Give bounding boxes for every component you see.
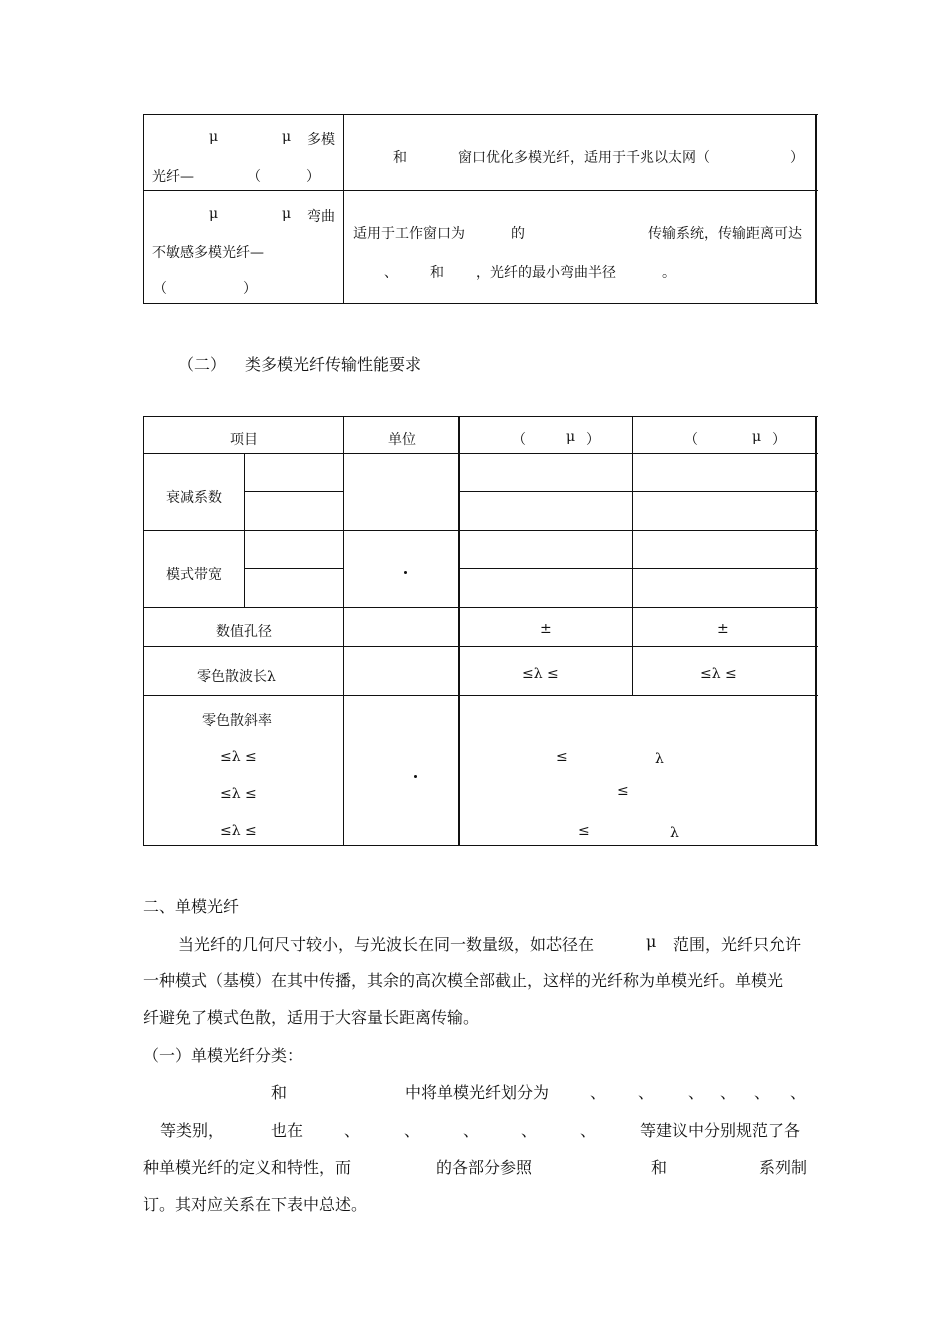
t1-r2-left-tail: 弯曲	[307, 209, 335, 225]
t1-r2-mu-2: μ	[282, 206, 292, 222]
t2-slope-label: 零色散斜率	[202, 713, 272, 729]
t1-r2-paren-close: ）	[243, 281, 257, 297]
p2-l2-sep-1: 、	[344, 1121, 361, 1140]
t2-slope-left-1: ≤λ ≤	[220, 749, 257, 765]
t1-r2-right-l2-b: 和	[430, 265, 444, 281]
t2-zdw-value-1: ≤λ ≤	[522, 666, 559, 682]
p2-l1-sep-3: 、	[688, 1083, 705, 1102]
p2-line3-d: 系列制	[759, 1158, 808, 1177]
t2-slope-right-3a: ≤	[578, 823, 590, 839]
t1-r1-paren-close: ）	[306, 169, 320, 185]
p2-l1-sep-1: 、	[590, 1083, 607, 1102]
p2-line2-c: 等建议中分别规范了各	[640, 1121, 801, 1140]
section-number: （二）	[178, 355, 227, 374]
p2-l2-sep-3: 、	[463, 1121, 480, 1140]
t1-r1-mu-1: μ	[209, 129, 219, 145]
t1-r2-paren-open: （	[153, 281, 167, 297]
p2-line4: 订。其对应关系在下表中总述。	[143, 1195, 368, 1214]
t2-na-label: 数值孔径	[216, 624, 272, 640]
t2-header-col1-close: ）	[586, 432, 600, 448]
p2-l1-sep-4: 、	[720, 1083, 737, 1102]
t2-header-col1-open: （	[512, 432, 526, 448]
t1-r1-right-close: ）	[790, 150, 804, 166]
t1-r2-right-l1-a: 适用于工作窗口为	[353, 226, 465, 242]
t2-attenuation-label: 衰减系数	[166, 490, 222, 506]
p2-line1-b: 中将单模光纤划分为	[405, 1083, 550, 1102]
body-heading: 二、单模光纤	[143, 897, 240, 916]
p2-l2-sep-5: 、	[580, 1121, 597, 1140]
p1-line2: 一种模式（基模）在其中传播，其余的高次模全部截止，这样的光纤称为单模光纤。单模光	[143, 971, 784, 990]
t2-header-item: 项目	[230, 432, 258, 448]
t1-r2-mu-1: μ	[209, 206, 219, 222]
t1-r2-right-l2-c: ，光纤的最小弯曲半径	[476, 265, 616, 281]
t2-zdw-value-2: ≤λ ≤	[700, 666, 737, 682]
t2-slope-left-2: ≤λ ≤	[220, 786, 257, 802]
p2-l1-sep-5: 、	[754, 1083, 771, 1102]
t2-zdw-label: 零色散波长λ	[197, 669, 276, 685]
t1-r1-right-he: 和	[393, 150, 407, 166]
t2-slope-right-1b: λ	[655, 751, 664, 767]
t2-bandwidth-label: 模式带宽	[166, 567, 222, 583]
t1-r1-right-text: 窗口优化多模光纤，适用于千兆以太网（	[458, 150, 710, 166]
t2-na-value-2: ±	[717, 621, 729, 637]
p2-line2-a: 等类别，	[160, 1121, 225, 1140]
p2-line1-he: 和	[271, 1083, 288, 1102]
t1-r1-paren-open: （	[247, 169, 261, 185]
p2-l2-sep-2: 、	[404, 1121, 421, 1140]
t1-r2-right-l2-a: 、	[384, 265, 398, 281]
t1-r1-left-tail: 多模	[307, 132, 335, 148]
p1-line3: 纤避免了模式色散，适用于大容量长距离传输。	[143, 1008, 480, 1027]
t1-r1-mu-2: μ	[282, 129, 292, 145]
section-title: 类多模光纤传输性能要求	[245, 355, 422, 374]
p1-line1-mu: μ	[646, 932, 657, 951]
t2-header-col2-close: ）	[772, 432, 786, 448]
p2-l1-sep-2: 、	[638, 1083, 655, 1102]
sub-heading: （一）单模光纤分类：	[143, 1046, 304, 1065]
t2-bandwidth-unit-dot	[404, 571, 407, 574]
t2-header-col2-open: （	[684, 432, 698, 448]
t2-slope-left-3: ≤λ ≤	[220, 823, 257, 839]
t2-na-value-1: ±	[540, 621, 552, 637]
t1-r2-left-line2: 不敏感多模光纤—	[152, 245, 264, 261]
t2-header-unit: 单位	[388, 432, 416, 448]
p1-line1-a: 当光纤的几何尺寸较小，与光波长在同一数量级，如芯径在	[178, 935, 595, 954]
t2-slope-right-1a: ≤	[556, 749, 568, 765]
t1-r1-left-line2: 光纤—	[152, 169, 194, 185]
p2-line3-c: 和	[651, 1158, 668, 1177]
t1-r2-right-l1-b: 的	[511, 226, 525, 242]
t2-header-col2-mu: μ	[752, 429, 762, 445]
p1-line1-c: 范围，光纤只允许	[673, 935, 802, 954]
p2-l1-sep-6: 、	[790, 1083, 807, 1102]
t2-slope-right-2: ≤	[617, 783, 629, 799]
p2-line2-b: 也在	[271, 1121, 304, 1140]
p2-line3-a: 种单模光纤的定义和特性，而	[143, 1158, 352, 1177]
t2-slope-right-3b: λ	[670, 825, 679, 841]
p2-line3-b: 的各部分参照	[436, 1158, 533, 1177]
t2-slope-unit-dot	[414, 775, 417, 778]
t1-r2-right-l2-d: 。	[662, 265, 676, 281]
t2-header-col1-mu: μ	[566, 429, 576, 445]
p2-l2-sep-4: 、	[521, 1121, 538, 1140]
t1-r2-right-l1-c: 传输系统，传输距离可达	[648, 226, 802, 242]
